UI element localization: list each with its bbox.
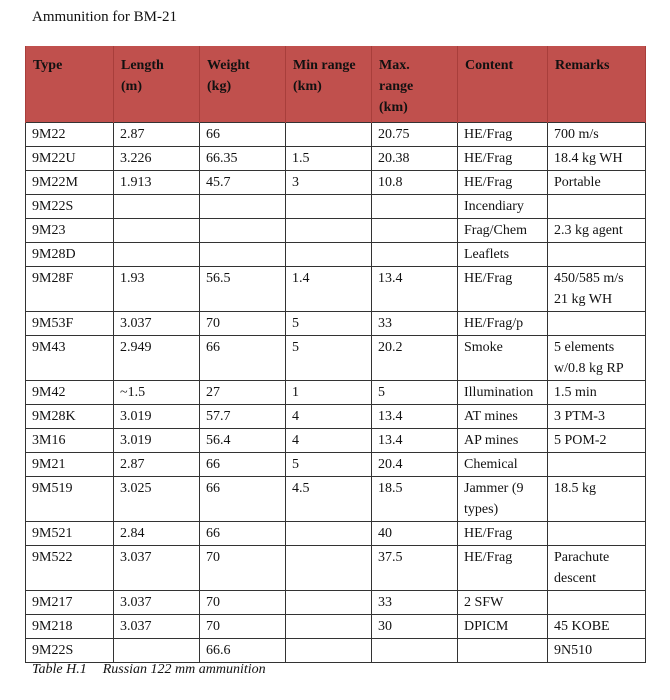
table-cell xyxy=(200,123,286,147)
table-cell xyxy=(458,219,548,243)
table-cell xyxy=(372,381,458,405)
cell-text: Leaflets xyxy=(464,247,510,262)
cell-text: 66.6 xyxy=(206,643,231,658)
cell-text: 27 xyxy=(206,385,220,400)
cell-text: 3.025 xyxy=(120,481,152,496)
cell-text: 2.87 xyxy=(120,127,145,142)
table-cell xyxy=(200,195,286,219)
cell-text: 9M23 xyxy=(32,223,66,238)
cell-text: 18.4 kg WH xyxy=(554,151,623,166)
cell-text: 3M16 xyxy=(32,433,66,448)
cell-text: 9M521 xyxy=(32,526,73,541)
column-header-text: range xyxy=(379,79,414,94)
table-cell xyxy=(458,453,548,477)
table-cell xyxy=(548,171,646,195)
cell-text: HE/Frag xyxy=(464,127,513,142)
cell-text: 21 kg WH xyxy=(554,292,613,307)
cell-text: 9M43 xyxy=(32,340,66,355)
cell-text: 70 xyxy=(206,619,220,634)
table-cell xyxy=(114,405,200,429)
table-cell xyxy=(200,522,286,546)
table-cell xyxy=(114,267,200,312)
cell-text: 700 m/s xyxy=(554,127,599,142)
table-row xyxy=(26,546,646,591)
cell-text: 9M218 xyxy=(32,619,73,634)
cell-text: HE/Frag/p xyxy=(464,316,524,331)
table-cell xyxy=(548,477,646,522)
cell-text: Portable xyxy=(554,175,601,190)
table-cell xyxy=(286,243,372,267)
table-row xyxy=(26,243,646,267)
cell-text: 20.75 xyxy=(378,127,410,142)
cell-text: 3.037 xyxy=(120,316,152,331)
table-cell xyxy=(286,405,372,429)
cell-text: 66.35 xyxy=(206,151,238,166)
table-cell xyxy=(286,381,372,405)
table-row xyxy=(26,267,646,312)
cell-text: AP mines xyxy=(464,433,519,448)
table-cell xyxy=(372,477,458,522)
cell-text: 5 xyxy=(378,385,385,400)
column-header xyxy=(548,46,646,123)
cell-text: 66 xyxy=(206,127,220,142)
document-title: Ammunition for BM-21 xyxy=(32,9,177,25)
table-cell xyxy=(458,381,548,405)
table-cell xyxy=(286,267,372,312)
table-cell xyxy=(200,453,286,477)
column-header-text: Remarks xyxy=(555,58,610,73)
table-cell xyxy=(286,195,372,219)
column-header-text: Type xyxy=(33,58,63,73)
table-cell xyxy=(26,312,114,336)
table-cell xyxy=(372,405,458,429)
cell-text: HE/Frag xyxy=(464,271,513,286)
table-cell xyxy=(548,381,646,405)
cell-text: 9M217 xyxy=(32,595,73,610)
cell-text: Illumination xyxy=(464,385,534,400)
table-cell xyxy=(26,522,114,546)
table-row xyxy=(26,453,646,477)
table-row xyxy=(26,429,646,453)
cell-text: 9M519 xyxy=(32,481,73,496)
table-cell xyxy=(26,123,114,147)
cell-text: 5 xyxy=(292,457,299,472)
table-cell xyxy=(372,522,458,546)
cell-text: 70 xyxy=(206,595,220,610)
cell-text: 13.4 xyxy=(378,433,403,448)
table-cell xyxy=(458,429,548,453)
cell-text: 1 xyxy=(292,385,299,400)
table-cell xyxy=(200,405,286,429)
table-row xyxy=(26,195,646,219)
table-cell xyxy=(372,312,458,336)
table-cell xyxy=(26,171,114,195)
column-header-text: Weight xyxy=(207,58,250,73)
cell-text: 66 xyxy=(206,340,220,355)
table-header xyxy=(26,46,646,123)
cell-text: 70 xyxy=(206,316,220,331)
table-cell xyxy=(114,171,200,195)
cell-text: HE/Frag xyxy=(464,175,513,190)
cell-text: 56.4 xyxy=(206,433,231,448)
cell-text: 2 SFW xyxy=(464,595,504,610)
table-row xyxy=(26,336,646,381)
cell-text: 3.037 xyxy=(120,595,152,610)
table-cell xyxy=(372,243,458,267)
cell-text: 4.5 xyxy=(292,481,310,496)
cell-text: 45 KOBE xyxy=(554,619,610,634)
table-cell xyxy=(548,267,646,312)
cell-text: 66 xyxy=(206,457,220,472)
cell-text: w/0.8 kg RP xyxy=(554,361,624,376)
cell-text: ~1.5 xyxy=(120,385,146,400)
table-cell xyxy=(372,219,458,243)
cell-text: 66 xyxy=(206,481,220,496)
table-cell xyxy=(200,336,286,381)
table-cell xyxy=(286,591,372,615)
table-cell xyxy=(114,453,200,477)
cell-text: Chemical xyxy=(464,457,518,472)
table-cell xyxy=(286,453,372,477)
table-cell xyxy=(286,477,372,522)
table-cell xyxy=(286,522,372,546)
cell-text: 13.4 xyxy=(378,409,403,424)
cell-text: 2.84 xyxy=(120,526,145,541)
table-cell xyxy=(548,312,646,336)
table-cell xyxy=(200,267,286,312)
cell-text: 9N510 xyxy=(554,643,593,658)
cell-text: 20.4 xyxy=(378,457,403,472)
table-cell xyxy=(26,639,114,663)
table-cell xyxy=(200,219,286,243)
column-header-text: Length xyxy=(121,58,164,73)
cell-text: 18.5 kg xyxy=(554,481,596,496)
table-cell xyxy=(286,219,372,243)
table-cell xyxy=(200,171,286,195)
table-cell xyxy=(26,546,114,591)
cell-text: Jammer (9 xyxy=(464,481,524,496)
table-cell xyxy=(114,195,200,219)
cell-text: 4 xyxy=(292,433,299,448)
cell-text: types) xyxy=(464,502,499,517)
table-cell xyxy=(548,195,646,219)
table-cell xyxy=(372,171,458,195)
table-cell xyxy=(114,546,200,591)
cell-text: 1.913 xyxy=(120,175,152,190)
table-cell xyxy=(114,312,200,336)
cell-text: 9M42 xyxy=(32,385,66,400)
table-cell xyxy=(548,123,646,147)
cell-text: 4 xyxy=(292,409,299,424)
column-header xyxy=(458,46,548,123)
cell-text: HE/Frag xyxy=(464,151,513,166)
cell-text: 20.38 xyxy=(378,151,410,166)
cell-text: 56.5 xyxy=(206,271,231,286)
table-cell xyxy=(286,639,372,663)
table-cell xyxy=(114,522,200,546)
table-cell xyxy=(458,171,548,195)
table-cell xyxy=(548,639,646,663)
table-cell xyxy=(26,453,114,477)
table-caption xyxy=(32,662,266,678)
table-cell xyxy=(458,477,548,522)
cell-text: 66 xyxy=(206,526,220,541)
table-cell xyxy=(200,591,286,615)
table-cell xyxy=(372,639,458,663)
cell-text: 3.037 xyxy=(120,550,152,565)
table-cell xyxy=(26,591,114,615)
table-cell xyxy=(200,243,286,267)
table-cell xyxy=(458,591,548,615)
table-cell xyxy=(372,267,458,312)
column-header-text: (km) xyxy=(293,79,322,94)
cell-text: 57.7 xyxy=(206,409,231,424)
cell-text: 40 xyxy=(378,526,392,541)
column-header xyxy=(200,46,286,123)
cell-text: 9M28K xyxy=(32,409,76,424)
table-cell xyxy=(26,336,114,381)
table-cell xyxy=(372,453,458,477)
cell-text: 9M21 xyxy=(32,457,66,472)
table-cell xyxy=(26,147,114,171)
table-cell xyxy=(458,546,548,591)
cell-text: 9M22U xyxy=(32,151,76,166)
table-cell xyxy=(200,477,286,522)
cell-text: 9M28D xyxy=(32,247,76,262)
table-cell xyxy=(26,381,114,405)
cell-text: 70 xyxy=(206,550,220,565)
table-row xyxy=(26,147,646,171)
cell-text: 5 xyxy=(292,340,299,355)
cell-text: 45.7 xyxy=(206,175,231,190)
cell-text: 9M522 xyxy=(32,550,73,565)
table-cell xyxy=(286,312,372,336)
table-cell xyxy=(458,312,548,336)
cell-text: 18.5 xyxy=(378,481,403,496)
table-cell xyxy=(200,381,286,405)
cell-text: HE/Frag xyxy=(464,550,513,565)
table-cell xyxy=(548,147,646,171)
table-cell xyxy=(372,123,458,147)
column-header-text: (m) xyxy=(121,79,142,94)
cell-text: 5 POM-2 xyxy=(554,433,607,448)
cell-text: 13.4 xyxy=(378,271,403,286)
table-cell xyxy=(26,267,114,312)
table-cell xyxy=(114,615,200,639)
table-row xyxy=(26,615,646,639)
caption-label: Table H.1 xyxy=(32,662,87,677)
table-cell xyxy=(200,546,286,591)
table-row xyxy=(26,381,646,405)
table-cell xyxy=(548,546,646,591)
cell-text: 9M28F xyxy=(32,271,74,286)
cell-text: Parachute xyxy=(554,550,610,565)
table-cell xyxy=(200,312,286,336)
table-cell xyxy=(26,615,114,639)
cell-text: Incendiary xyxy=(464,199,524,214)
table-row xyxy=(26,171,646,195)
cell-text: 9M22 xyxy=(32,127,66,142)
table-cell xyxy=(372,591,458,615)
cell-text: 1.5 xyxy=(292,151,310,166)
table-row xyxy=(26,591,646,615)
cell-text: 33 xyxy=(378,595,392,610)
column-header-text: Content xyxy=(465,58,514,73)
cell-text: 37.5 xyxy=(378,550,403,565)
table-cell xyxy=(548,591,646,615)
table-cell xyxy=(458,615,548,639)
table-row xyxy=(26,477,646,522)
cell-text: DPICM xyxy=(464,619,509,634)
cell-text: 3.019 xyxy=(120,409,152,424)
table-cell xyxy=(458,405,548,429)
cell-text: 9M22S xyxy=(32,199,74,214)
table-cell xyxy=(372,336,458,381)
column-header-text: (km) xyxy=(379,100,408,115)
cell-text: 2.949 xyxy=(120,340,152,355)
table-cell xyxy=(286,429,372,453)
table-cell xyxy=(114,639,200,663)
cell-text: 5 xyxy=(292,316,299,331)
table-cell xyxy=(458,123,548,147)
table-cell xyxy=(114,591,200,615)
cell-text: HE/Frag xyxy=(464,526,513,541)
table-row xyxy=(26,312,646,336)
table-cell xyxy=(200,639,286,663)
cell-text: 3.037 xyxy=(120,619,152,634)
cell-text: 33 xyxy=(378,316,392,331)
table-cell xyxy=(200,615,286,639)
cell-text: 9M22M xyxy=(32,175,78,190)
table-cell xyxy=(114,243,200,267)
table-cell xyxy=(286,123,372,147)
column-header xyxy=(372,46,458,123)
table-cell xyxy=(548,429,646,453)
table-cell xyxy=(114,123,200,147)
cell-text: Frag/Chem xyxy=(464,223,527,238)
table-cell xyxy=(114,381,200,405)
table-cell xyxy=(458,267,548,312)
table-row xyxy=(26,219,646,243)
cell-text: 3 PTM-3 xyxy=(554,409,605,424)
table-cell xyxy=(200,429,286,453)
table-cell xyxy=(114,429,200,453)
table-cell xyxy=(458,147,548,171)
cell-text: 5 elements xyxy=(554,340,615,355)
table-cell xyxy=(548,522,646,546)
column-header xyxy=(114,46,200,123)
cell-text: 3 xyxy=(292,175,299,190)
table-cell xyxy=(372,429,458,453)
cell-text: 1.93 xyxy=(120,271,145,286)
cell-text: 9M53F xyxy=(32,316,74,331)
table-cell xyxy=(114,147,200,171)
table-cell xyxy=(548,615,646,639)
cell-text: 2.87 xyxy=(120,457,145,472)
table-cell xyxy=(458,195,548,219)
column-header-text: (kg) xyxy=(207,79,232,94)
header-row xyxy=(26,46,646,123)
cell-text: 20.2 xyxy=(378,340,403,355)
cell-text: 450/585 m/s xyxy=(554,271,624,286)
cell-text: 30 xyxy=(378,619,392,634)
cell-text: 3.226 xyxy=(120,151,152,166)
column-header xyxy=(26,46,114,123)
table-cell xyxy=(458,639,548,663)
column-header-text: Max. xyxy=(379,58,410,73)
table-cell xyxy=(26,477,114,522)
table-cell xyxy=(548,219,646,243)
table-cell xyxy=(200,147,286,171)
column-header xyxy=(286,46,372,123)
table-cell xyxy=(548,336,646,381)
table-body xyxy=(26,123,646,663)
table-cell xyxy=(372,546,458,591)
cell-text: descent xyxy=(554,571,596,586)
table-cell xyxy=(114,336,200,381)
ammunition-table xyxy=(25,46,646,663)
table-cell xyxy=(286,615,372,639)
table-row xyxy=(26,405,646,429)
table-row xyxy=(26,522,646,546)
column-header-text: Min range xyxy=(293,58,356,73)
table-cell xyxy=(114,477,200,522)
table-cell xyxy=(548,243,646,267)
table-cell xyxy=(26,243,114,267)
table-cell xyxy=(114,219,200,243)
cell-text: 9M22S xyxy=(32,643,74,658)
cell-text: Smoke xyxy=(464,340,503,355)
table-cell xyxy=(548,405,646,429)
table-cell xyxy=(26,219,114,243)
table-cell xyxy=(286,336,372,381)
cell-text: AT mines xyxy=(464,409,518,424)
cell-text: 10.8 xyxy=(378,175,403,190)
table-cell xyxy=(372,147,458,171)
cell-text: 3.019 xyxy=(120,433,152,448)
table-cell xyxy=(286,147,372,171)
cell-text: 1.5 min xyxy=(554,385,597,400)
table-cell xyxy=(372,195,458,219)
table-cell xyxy=(372,615,458,639)
table-cell xyxy=(458,336,548,381)
table-row xyxy=(26,639,646,663)
table-cell xyxy=(286,171,372,195)
table-cell xyxy=(26,405,114,429)
table-cell xyxy=(458,243,548,267)
caption-text: Russian 122 mm ammunition xyxy=(102,662,266,677)
cell-text: 1.4 xyxy=(292,271,310,286)
table-cell xyxy=(26,195,114,219)
table-cell xyxy=(458,522,548,546)
table-cell xyxy=(286,546,372,591)
table-cell xyxy=(26,429,114,453)
table-row xyxy=(26,123,646,147)
cell-text: 2.3 kg agent xyxy=(554,223,623,238)
table-cell xyxy=(548,453,646,477)
